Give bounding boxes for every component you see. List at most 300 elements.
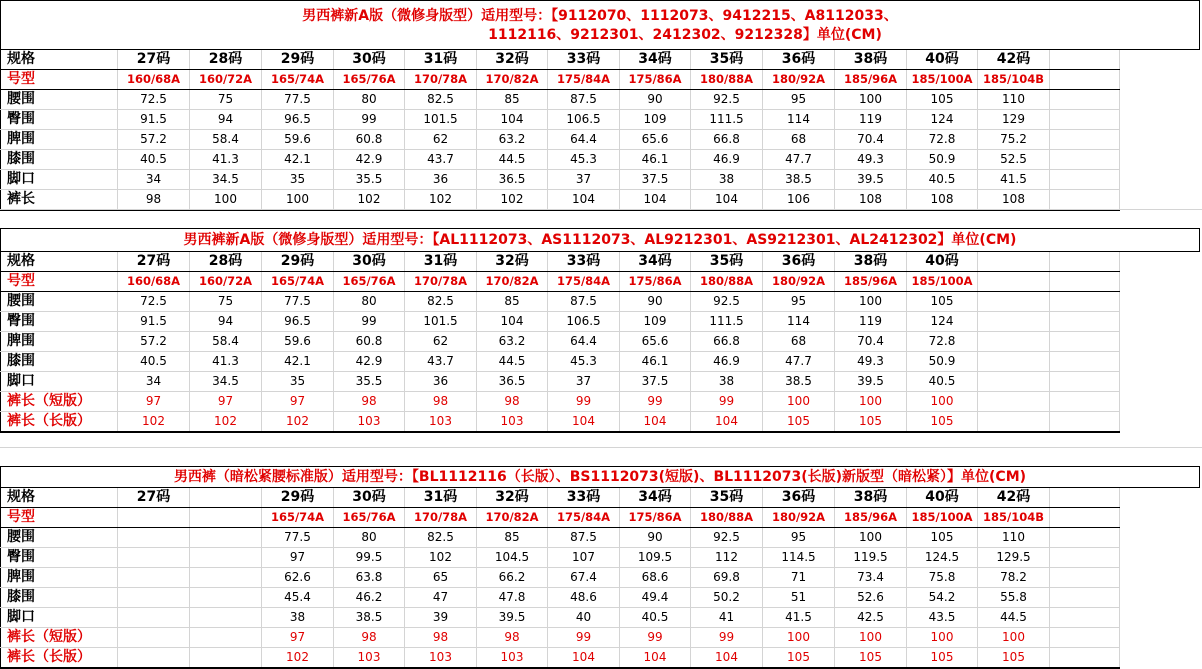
value-cell[interactable]: 55.8 <box>978 588 1050 608</box>
value-cell[interactable]: 38.5 <box>334 608 405 628</box>
value-cell[interactable]: 57.2 <box>118 332 190 352</box>
value-cell[interactable]: 185/96A <box>835 508 907 528</box>
value-cell[interactable]: 100 <box>835 392 907 412</box>
value-cell[interactable]: 62.6 <box>262 568 334 588</box>
value-cell[interactable]: 42.1 <box>262 150 334 170</box>
row-label-hip[interactable]: 臀围 <box>1 548 118 568</box>
value-cell[interactable]: 40.5 <box>907 170 978 190</box>
value-cell[interactable]: 48.6 <box>548 588 620 608</box>
value-cell[interactable]: 129.5 <box>978 548 1050 568</box>
value-cell[interactable]: 95 <box>763 90 835 110</box>
value-cell[interactable]: 77.5 <box>262 528 334 548</box>
empty-cell[interactable] <box>1050 628 1120 648</box>
value-cell[interactable]: 73.4 <box>835 568 907 588</box>
row-label-thigh[interactable]: 脾围 <box>1 568 118 588</box>
value-cell[interactable]: 105 <box>907 292 978 312</box>
value-cell[interactable]: 65.6 <box>620 332 691 352</box>
value-cell[interactable]: 99 <box>620 392 691 412</box>
value-cell[interactable] <box>190 508 262 528</box>
value-cell[interactable]: 40.5 <box>118 352 190 372</box>
value-cell[interactable]: 34 <box>118 170 190 190</box>
row-label-knee[interactable]: 膝围 <box>1 352 118 372</box>
value-cell[interactable]: 110 <box>978 528 1050 548</box>
value-cell[interactable]: 104 <box>691 648 763 669</box>
value-cell[interactable]: 59.6 <box>262 130 334 150</box>
value-cell[interactable]: 45.3 <box>548 150 620 170</box>
value-cell[interactable]: 37.5 <box>620 170 691 190</box>
size-header-cell[interactable]: 36码 <box>763 50 835 70</box>
value-cell[interactable] <box>190 648 262 669</box>
value-cell[interactable]: 80 <box>334 292 405 312</box>
value-cell[interactable]: 112 <box>691 548 763 568</box>
value-cell[interactable]: 71 <box>763 568 835 588</box>
value-cell[interactable]: 60.8 <box>334 130 405 150</box>
value-cell[interactable]: 37 <box>548 170 620 190</box>
value-cell[interactable]: 102 <box>477 190 548 211</box>
value-cell[interactable]: 104 <box>620 648 691 669</box>
value-cell[interactable]: 108 <box>978 190 1050 211</box>
value-cell[interactable]: 105 <box>763 412 835 433</box>
size-header-cell[interactable]: 40码 <box>907 488 978 508</box>
value-cell[interactable]: 170/78A <box>405 70 477 90</box>
value-cell[interactable]: 92.5 <box>691 528 763 548</box>
value-cell[interactable]: 72.8 <box>907 332 978 352</box>
empty-cell[interactable] <box>1050 130 1120 150</box>
value-cell[interactable]: 104 <box>620 412 691 433</box>
value-cell[interactable]: 103 <box>477 648 548 669</box>
value-cell[interactable]: 100 <box>262 190 334 211</box>
value-cell[interactable]: 65 <box>405 568 477 588</box>
value-cell[interactable] <box>190 528 262 548</box>
value-cell[interactable]: 49.3 <box>835 352 907 372</box>
value-cell[interactable]: 185/100A <box>907 508 978 528</box>
value-cell[interactable]: 98 <box>477 392 548 412</box>
value-cell[interactable]: 40.5 <box>118 150 190 170</box>
size-header-cell[interactable]: 34码 <box>620 252 691 272</box>
size-header-cell[interactable]: 28码 <box>190 252 262 272</box>
value-cell[interactable]: 124 <box>907 110 978 130</box>
empty-cell[interactable] <box>1050 568 1120 588</box>
row-label-size-code[interactable]: 号型 <box>1 272 118 292</box>
value-cell[interactable]: 105 <box>978 648 1050 669</box>
value-cell[interactable]: 114 <box>763 312 835 332</box>
value-cell[interactable]: 124 <box>907 312 978 332</box>
value-cell[interactable]: 165/74A <box>262 272 334 292</box>
value-cell[interactable]: 175/84A <box>548 272 620 292</box>
size-header-cell[interactable]: 29码 <box>262 252 334 272</box>
value-cell[interactable]: 36 <box>405 170 477 190</box>
value-cell[interactable]: 101.5 <box>405 110 477 130</box>
value-cell[interactable]: 70.4 <box>835 332 907 352</box>
value-cell[interactable]: 98 <box>405 628 477 648</box>
value-cell[interactable]: 170/82A <box>477 70 548 90</box>
value-cell[interactable]: 85 <box>477 528 548 548</box>
value-cell[interactable]: 66.8 <box>691 332 763 352</box>
value-cell[interactable]: 100 <box>835 90 907 110</box>
empty-cell[interactable] <box>1050 170 1120 190</box>
size-header-cell[interactable]: 30码 <box>334 252 405 272</box>
empty-cell[interactable] <box>1050 90 1120 110</box>
value-cell[interactable]: 42.5 <box>835 608 907 628</box>
size-header-cell[interactable]: 40码 <box>907 50 978 70</box>
empty-cell[interactable] <box>1050 332 1120 352</box>
value-cell[interactable]: 90 <box>620 528 691 548</box>
value-cell[interactable]: 99 <box>334 110 405 130</box>
value-cell[interactable]: 66.8 <box>691 130 763 150</box>
value-cell[interactable]: 91.5 <box>118 312 190 332</box>
value-cell[interactable]: 160/72A <box>190 70 262 90</box>
value-cell[interactable]: 119 <box>835 110 907 130</box>
value-cell[interactable]: 68 <box>763 130 835 150</box>
value-cell[interactable]: 49.3 <box>835 150 907 170</box>
value-cell[interactable]: 100 <box>907 628 978 648</box>
value-cell[interactable]: 68 <box>763 332 835 352</box>
value-cell[interactable]: 45.4 <box>262 588 334 608</box>
value-cell[interactable]: 47.7 <box>763 150 835 170</box>
value-cell[interactable] <box>118 608 190 628</box>
value-cell[interactable]: 44.5 <box>477 352 548 372</box>
value-cell[interactable]: 60.8 <box>334 332 405 352</box>
size-header-cell[interactable]: 33码 <box>548 50 620 70</box>
value-cell[interactable]: 175/86A <box>620 508 691 528</box>
value-cell[interactable] <box>118 528 190 548</box>
value-cell[interactable]: 170/82A <box>477 508 548 528</box>
value-cell[interactable] <box>978 372 1050 392</box>
value-cell[interactable]: 78.2 <box>978 568 1050 588</box>
value-cell[interactable]: 101.5 <box>405 312 477 332</box>
row-label-knee[interactable]: 膝围 <box>1 150 118 170</box>
value-cell[interactable] <box>190 628 262 648</box>
value-cell[interactable]: 96.5 <box>262 312 334 332</box>
value-cell[interactable]: 65.6 <box>620 130 691 150</box>
value-cell[interactable]: 75 <box>190 292 262 312</box>
value-cell[interactable]: 104 <box>548 412 620 433</box>
value-cell[interactable]: 82.5 <box>405 292 477 312</box>
value-cell[interactable]: 47.7 <box>763 352 835 372</box>
size-header-cell[interactable]: 35码 <box>691 488 763 508</box>
header-label-cell[interactable]: 规格 <box>1 50 118 70</box>
value-cell[interactable]: 75.8 <box>907 568 978 588</box>
size-header-cell[interactable]: 29码 <box>262 50 334 70</box>
value-cell[interactable] <box>978 272 1050 292</box>
value-cell[interactable]: 75 <box>190 90 262 110</box>
value-cell[interactable]: 99 <box>334 312 405 332</box>
empty-cell[interactable] <box>1050 548 1120 568</box>
value-cell[interactable]: 97 <box>190 392 262 412</box>
value-cell[interactable]: 46.1 <box>620 352 691 372</box>
size-header-cell[interactable]: 34码 <box>620 50 691 70</box>
size-header-cell[interactable]: 42码 <box>978 488 1050 508</box>
value-cell[interactable] <box>978 392 1050 412</box>
value-cell[interactable]: 105 <box>907 648 978 669</box>
value-cell[interactable]: 105 <box>907 90 978 110</box>
row-label-length-short[interactable]: 裤长（短版） <box>1 392 118 412</box>
value-cell[interactable]: 82.5 <box>405 90 477 110</box>
value-cell[interactable]: 114.5 <box>763 548 835 568</box>
value-cell[interactable]: 170/82A <box>477 272 548 292</box>
value-cell[interactable] <box>190 608 262 628</box>
row-label-waist[interactable]: 腰围 <box>1 90 118 110</box>
empty-cell[interactable] <box>1050 190 1120 211</box>
value-cell[interactable]: 180/92A <box>763 70 835 90</box>
value-cell[interactable]: 85 <box>477 90 548 110</box>
value-cell[interactable]: 105 <box>907 412 978 433</box>
row-label-size-code[interactable]: 号型 <box>1 508 118 528</box>
value-cell[interactable]: 110 <box>978 90 1050 110</box>
row-label-hem[interactable]: 脚口 <box>1 608 118 628</box>
value-cell[interactable] <box>118 628 190 648</box>
value-cell[interactable] <box>978 352 1050 372</box>
value-cell[interactable]: 98 <box>334 392 405 412</box>
value-cell[interactable]: 62 <box>405 332 477 352</box>
value-cell[interactable]: 103 <box>334 648 405 669</box>
value-cell[interactable]: 82.5 <box>405 528 477 548</box>
value-cell[interactable]: 35.5 <box>334 170 405 190</box>
value-cell[interactable]: 90 <box>620 90 691 110</box>
value-cell[interactable]: 102 <box>262 648 334 669</box>
value-cell[interactable]: 41.5 <box>763 608 835 628</box>
value-cell[interactable]: 104 <box>620 190 691 211</box>
value-cell[interactable]: 45.3 <box>548 352 620 372</box>
value-cell[interactable]: 175/86A <box>620 70 691 90</box>
value-cell[interactable]: 47 <box>405 588 477 608</box>
value-cell[interactable]: 95 <box>763 292 835 312</box>
value-cell[interactable] <box>978 312 1050 332</box>
value-cell[interactable]: 64.4 <box>548 332 620 352</box>
value-cell[interactable]: 98 <box>477 628 548 648</box>
value-cell[interactable]: 49.4 <box>620 588 691 608</box>
row-label-thigh[interactable]: 脾围 <box>1 332 118 352</box>
value-cell[interactable]: 105 <box>835 648 907 669</box>
value-cell[interactable]: 108 <box>907 190 978 211</box>
size-header-cell[interactable]: 33码 <box>548 252 620 272</box>
size-header-cell[interactable] <box>978 252 1050 272</box>
value-cell[interactable]: 100 <box>907 392 978 412</box>
value-cell[interactable]: 38 <box>262 608 334 628</box>
value-cell[interactable]: 46.2 <box>334 588 405 608</box>
value-cell[interactable]: 185/104B <box>978 70 1050 90</box>
value-cell[interactable]: 180/88A <box>691 272 763 292</box>
value-cell[interactable]: 85 <box>477 292 548 312</box>
value-cell[interactable]: 105 <box>763 648 835 669</box>
row-label-size-code[interactable]: 号型 <box>1 70 118 90</box>
value-cell[interactable]: 98 <box>118 190 190 211</box>
value-cell[interactable]: 185/100A <box>907 272 978 292</box>
value-cell[interactable] <box>190 568 262 588</box>
value-cell[interactable]: 50.9 <box>907 352 978 372</box>
value-cell[interactable]: 35 <box>262 372 334 392</box>
value-cell[interactable]: 106.5 <box>548 312 620 332</box>
value-cell[interactable]: 43.5 <box>907 608 978 628</box>
row-label-length-long[interactable]: 裤长（长版） <box>1 412 118 433</box>
value-cell[interactable]: 34 <box>118 372 190 392</box>
size-header-cell[interactable]: 30码 <box>334 50 405 70</box>
value-cell[interactable]: 91.5 <box>118 110 190 130</box>
value-cell[interactable]: 99.5 <box>334 548 405 568</box>
value-cell[interactable]: 39.5 <box>835 170 907 190</box>
value-cell[interactable]: 42.1 <box>262 352 334 372</box>
value-cell[interactable]: 43.7 <box>405 150 477 170</box>
value-cell[interactable]: 103 <box>334 412 405 433</box>
value-cell[interactable] <box>190 588 262 608</box>
empty-cell[interactable] <box>1050 608 1120 628</box>
value-cell[interactable]: 160/68A <box>118 70 190 90</box>
value-cell[interactable]: 54.2 <box>907 588 978 608</box>
size-header-cell[interactable]: 31码 <box>405 252 477 272</box>
value-cell[interactable]: 41.5 <box>978 170 1050 190</box>
value-cell[interactable]: 109.5 <box>620 548 691 568</box>
size-header-cell[interactable]: 27码 <box>118 50 190 70</box>
value-cell[interactable]: 41 <box>691 608 763 628</box>
value-cell[interactable] <box>118 548 190 568</box>
value-cell[interactable]: 106 <box>763 190 835 211</box>
value-cell[interactable]: 52.5 <box>978 150 1050 170</box>
value-cell[interactable]: 63.8 <box>334 568 405 588</box>
value-cell[interactable]: 111.5 <box>691 110 763 130</box>
value-cell[interactable]: 39 <box>405 608 477 628</box>
value-cell[interactable]: 69.8 <box>691 568 763 588</box>
value-cell[interactable]: 44.5 <box>978 608 1050 628</box>
value-cell[interactable]: 160/68A <box>118 272 190 292</box>
value-cell[interactable]: 102 <box>262 412 334 433</box>
value-cell[interactable] <box>978 292 1050 312</box>
value-cell[interactable]: 160/72A <box>190 272 262 292</box>
empty-cell[interactable] <box>1050 412 1120 433</box>
value-cell[interactable]: 46.9 <box>691 352 763 372</box>
value-cell[interactable]: 63.2 <box>477 130 548 150</box>
value-cell[interactable]: 175/84A <box>548 70 620 90</box>
value-cell[interactable]: 175/86A <box>620 272 691 292</box>
value-cell[interactable]: 104.5 <box>477 548 548 568</box>
size-header-cell[interactable]: 27码 <box>118 488 190 508</box>
value-cell[interactable]: 44.5 <box>477 150 548 170</box>
row-label-hem[interactable]: 脚口 <box>1 372 118 392</box>
size-header-cell[interactable]: 28码 <box>190 50 262 70</box>
header-label-cell[interactable]: 规格 <box>1 252 118 272</box>
size-header-cell[interactable]: 32码 <box>477 252 548 272</box>
value-cell[interactable]: 100 <box>835 528 907 548</box>
value-cell[interactable]: 57.2 <box>118 130 190 150</box>
value-cell[interactable]: 66.2 <box>477 568 548 588</box>
value-cell[interactable]: 72.8 <box>907 130 978 150</box>
empty-cell[interactable] <box>1050 508 1120 528</box>
value-cell[interactable]: 39.5 <box>835 372 907 392</box>
value-cell[interactable]: 165/76A <box>334 70 405 90</box>
value-cell[interactable] <box>118 588 190 608</box>
value-cell[interactable]: 114 <box>763 110 835 130</box>
value-cell[interactable]: 41.3 <box>190 150 262 170</box>
value-cell[interactable]: 90 <box>620 292 691 312</box>
value-cell[interactable]: 99 <box>691 628 763 648</box>
value-cell[interactable]: 104 <box>691 190 763 211</box>
value-cell[interactable]: 97 <box>262 548 334 568</box>
value-cell[interactable]: 80 <box>334 90 405 110</box>
value-cell[interactable]: 72.5 <box>118 292 190 312</box>
size-header-cell[interactable]: 32码 <box>477 50 548 70</box>
row-label-length[interactable]: 裤长 <box>1 190 118 211</box>
row-label-hem[interactable]: 脚口 <box>1 170 118 190</box>
value-cell[interactable]: 72.5 <box>118 90 190 110</box>
value-cell[interactable]: 119 <box>835 312 907 332</box>
value-cell[interactable]: 100 <box>835 628 907 648</box>
row-label-hip[interactable]: 臀围 <box>1 110 118 130</box>
row-label-waist[interactable]: 腰围 <box>1 528 118 548</box>
value-cell[interactable]: 97 <box>118 392 190 412</box>
value-cell[interactable]: 80 <box>334 528 405 548</box>
value-cell[interactable]: 47.8 <box>477 588 548 608</box>
value-cell[interactable]: 59.6 <box>262 332 334 352</box>
value-cell[interactable]: 99 <box>548 628 620 648</box>
value-cell[interactable]: 105 <box>907 528 978 548</box>
value-cell[interactable]: 34.5 <box>190 372 262 392</box>
value-cell[interactable]: 92.5 <box>691 90 763 110</box>
value-cell[interactable]: 43.7 <box>405 352 477 372</box>
value-cell[interactable]: 46.1 <box>620 150 691 170</box>
value-cell[interactable] <box>118 508 190 528</box>
value-cell[interactable]: 109 <box>620 110 691 130</box>
value-cell[interactable]: 36 <box>405 372 477 392</box>
value-cell[interactable]: 95 <box>763 528 835 548</box>
value-cell[interactable]: 165/76A <box>334 508 405 528</box>
empty-cell[interactable] <box>1050 488 1120 508</box>
value-cell[interactable]: 180/88A <box>691 70 763 90</box>
value-cell[interactable]: 185/96A <box>835 272 907 292</box>
size-header-cell[interactable]: 30码 <box>334 488 405 508</box>
value-cell[interactable]: 180/92A <box>763 272 835 292</box>
value-cell[interactable]: 100 <box>763 628 835 648</box>
empty-cell[interactable] <box>1050 70 1120 90</box>
size-header-cell[interactable]: 35码 <box>691 50 763 70</box>
value-cell[interactable]: 51 <box>763 588 835 608</box>
empty-cell[interactable] <box>1050 392 1120 412</box>
size-header-cell[interactable]: 36码 <box>763 488 835 508</box>
value-cell[interactable]: 67.4 <box>548 568 620 588</box>
value-cell[interactable]: 170/78A <box>405 508 477 528</box>
size-header-cell[interactable]: 38码 <box>835 252 907 272</box>
value-cell[interactable]: 97 <box>262 628 334 648</box>
value-cell[interactable]: 87.5 <box>548 90 620 110</box>
value-cell[interactable]: 102 <box>405 548 477 568</box>
value-cell[interactable]: 100 <box>190 190 262 211</box>
value-cell[interactable]: 42.9 <box>334 352 405 372</box>
value-cell[interactable]: 37.5 <box>620 372 691 392</box>
size-header-cell[interactable]: 42码 <box>978 50 1050 70</box>
value-cell[interactable]: 39.5 <box>477 608 548 628</box>
value-cell[interactable]: 104 <box>548 648 620 669</box>
value-cell[interactable]: 68.6 <box>620 568 691 588</box>
value-cell[interactable]: 70.4 <box>835 130 907 150</box>
size-header-cell[interactable]: 38码 <box>835 50 907 70</box>
value-cell[interactable]: 34.5 <box>190 170 262 190</box>
value-cell[interactable]: 35.5 <box>334 372 405 392</box>
row-label-length-short[interactable]: 裤长（短版） <box>1 628 118 648</box>
value-cell[interactable]: 77.5 <box>262 90 334 110</box>
value-cell[interactable]: 35 <box>262 170 334 190</box>
size-header-cell[interactable]: 40码 <box>907 252 978 272</box>
value-cell[interactable]: 111.5 <box>691 312 763 332</box>
value-cell[interactable]: 102 <box>190 412 262 433</box>
value-cell[interactable]: 104 <box>548 190 620 211</box>
empty-cell[interactable] <box>1050 150 1120 170</box>
value-cell[interactable]: 165/76A <box>334 272 405 292</box>
value-cell[interactable]: 102 <box>118 412 190 433</box>
value-cell[interactable]: 40 <box>548 608 620 628</box>
value-cell[interactable]: 77.5 <box>262 292 334 312</box>
value-cell[interactable]: 50.2 <box>691 588 763 608</box>
value-cell[interactable]: 107 <box>548 548 620 568</box>
value-cell[interactable]: 103 <box>405 412 477 433</box>
value-cell[interactable] <box>118 568 190 588</box>
